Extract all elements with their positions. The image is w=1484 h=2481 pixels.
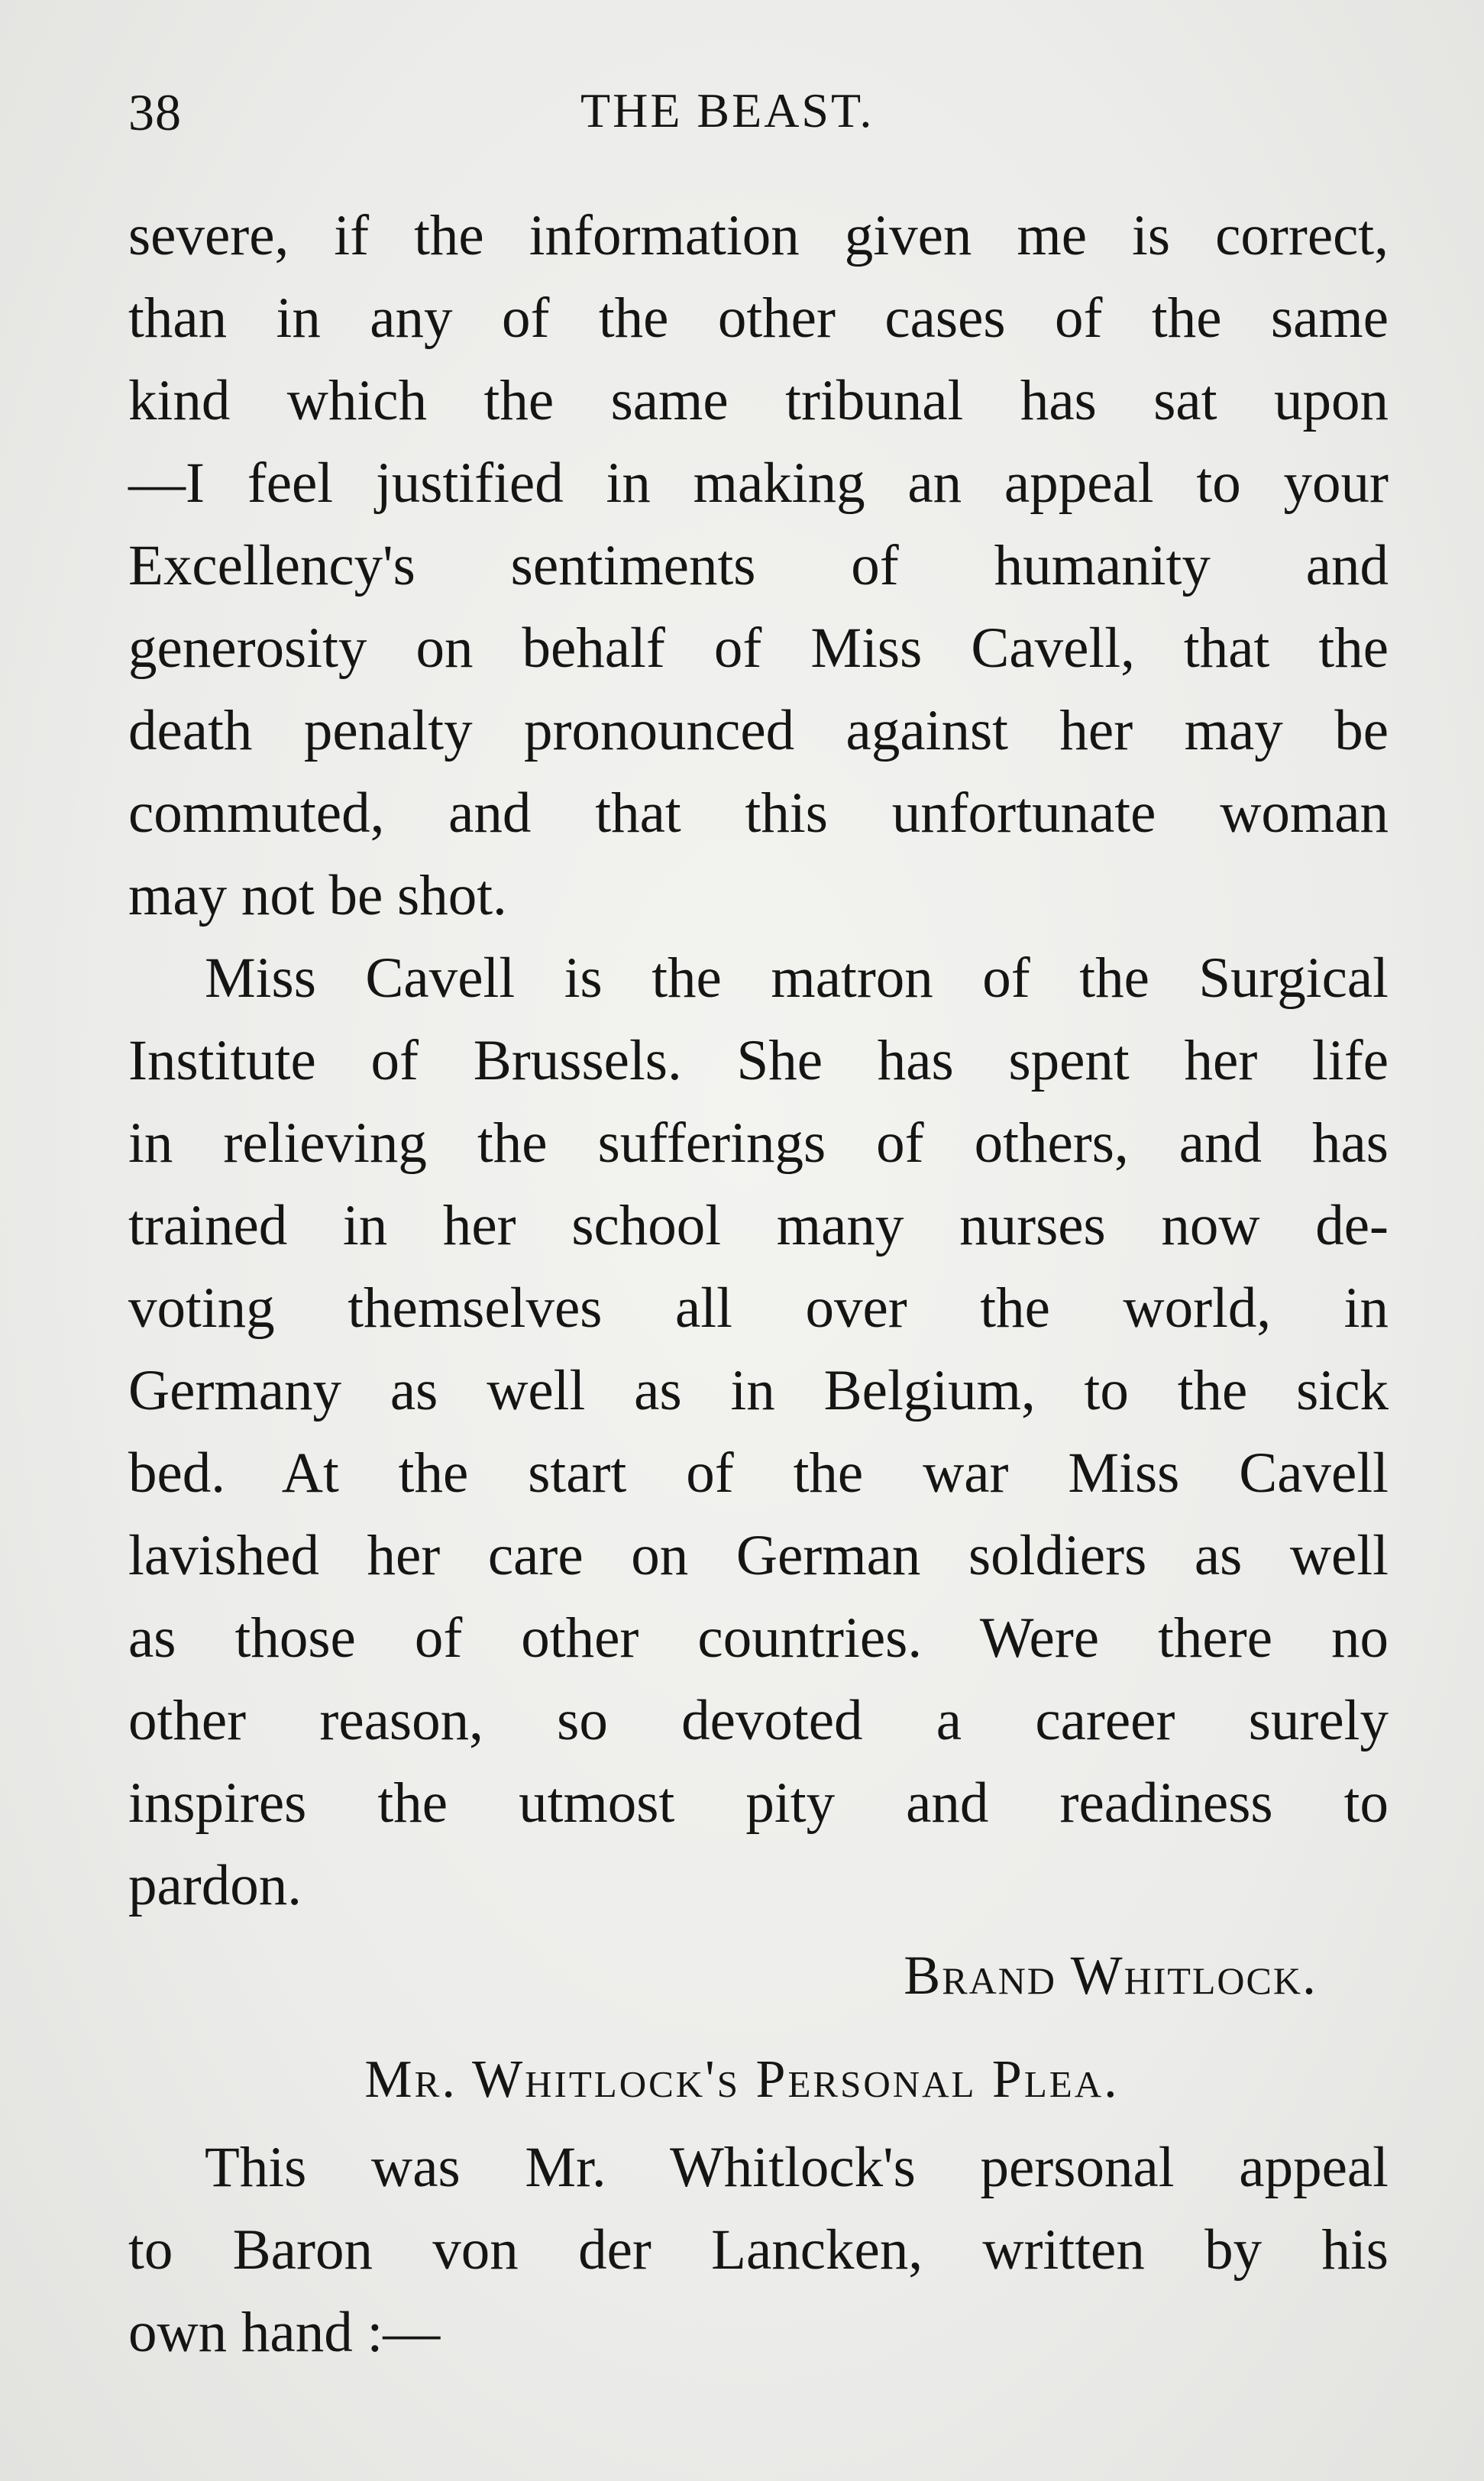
page-header <box>0 82 1484 151</box>
continuation-text <box>128 2127 1389 2374</box>
text-line: own hand :— <box>128 2301 441 2364</box>
text-line: death penalty pronounced against her may be <box>128 699 1389 762</box>
text-line: bed. At the start of the war Miss Cavell <box>128 1441 1389 1505</box>
text-line: as those of other countries. Were there no <box>128 1606 1389 1670</box>
text-line: Institute of Brussels. She has spent her life <box>128 1029 1389 1092</box>
text-line: generosity on behalf of Miss Cavell, that the <box>128 616 1389 680</box>
running-title: THE BEAST. <box>580 83 875 137</box>
text-line: Germany as well as in Belgium, to the sick <box>128 1359 1389 1422</box>
text-line: other reason, so devoted a career surely <box>128 1689 1389 1752</box>
text-line: than in any of the other cases of the same <box>128 286 1389 350</box>
text-line: to Baron von der Lancken, written by his <box>128 2218 1389 2282</box>
main-text <box>128 195 1389 1927</box>
text-line: Miss Cavell is the matron of the Surgical <box>205 946 1389 1010</box>
text-line: kind which the same tribunal has sat upon <box>128 369 1389 432</box>
signature: Brand Whitlock. <box>904 1945 1317 2006</box>
text-line: in relieving the sufferings of others, and has <box>128 1111 1389 1175</box>
text-line: lavished her care on German soldiers as well <box>128 1524 1389 1587</box>
section-heading: Mr. Whitlock's Personal Plea. <box>364 2050 1120 2109</box>
paragraph <box>128 195 1389 937</box>
text-line: trained in her school many nurses now de- <box>128 1194 1389 1257</box>
text-line: —I feel justified in making an appeal to your <box>128 451 1389 515</box>
text-line: voting themselves all over the world, in <box>128 1276 1389 1340</box>
text-line: This was Mr. Whitlock's personal appeal <box>205 2136 1389 2199</box>
text-line: may not be shot. <box>128 864 507 927</box>
text-line: commuted, and that this unfortunate woman <box>128 781 1389 845</box>
paragraph <box>128 2127 1389 2374</box>
paragraph <box>128 937 1389 1927</box>
text-line: inspires the utmost pity and readiness to <box>128 1771 1389 1835</box>
text-line: severe, if the information given me is correct, <box>128 204 1389 267</box>
text-line: Excellency's sentiments of humanity and <box>128 534 1389 597</box>
text-line: pardon. <box>128 1854 302 1917</box>
page-number: 38 <box>128 83 182 141</box>
